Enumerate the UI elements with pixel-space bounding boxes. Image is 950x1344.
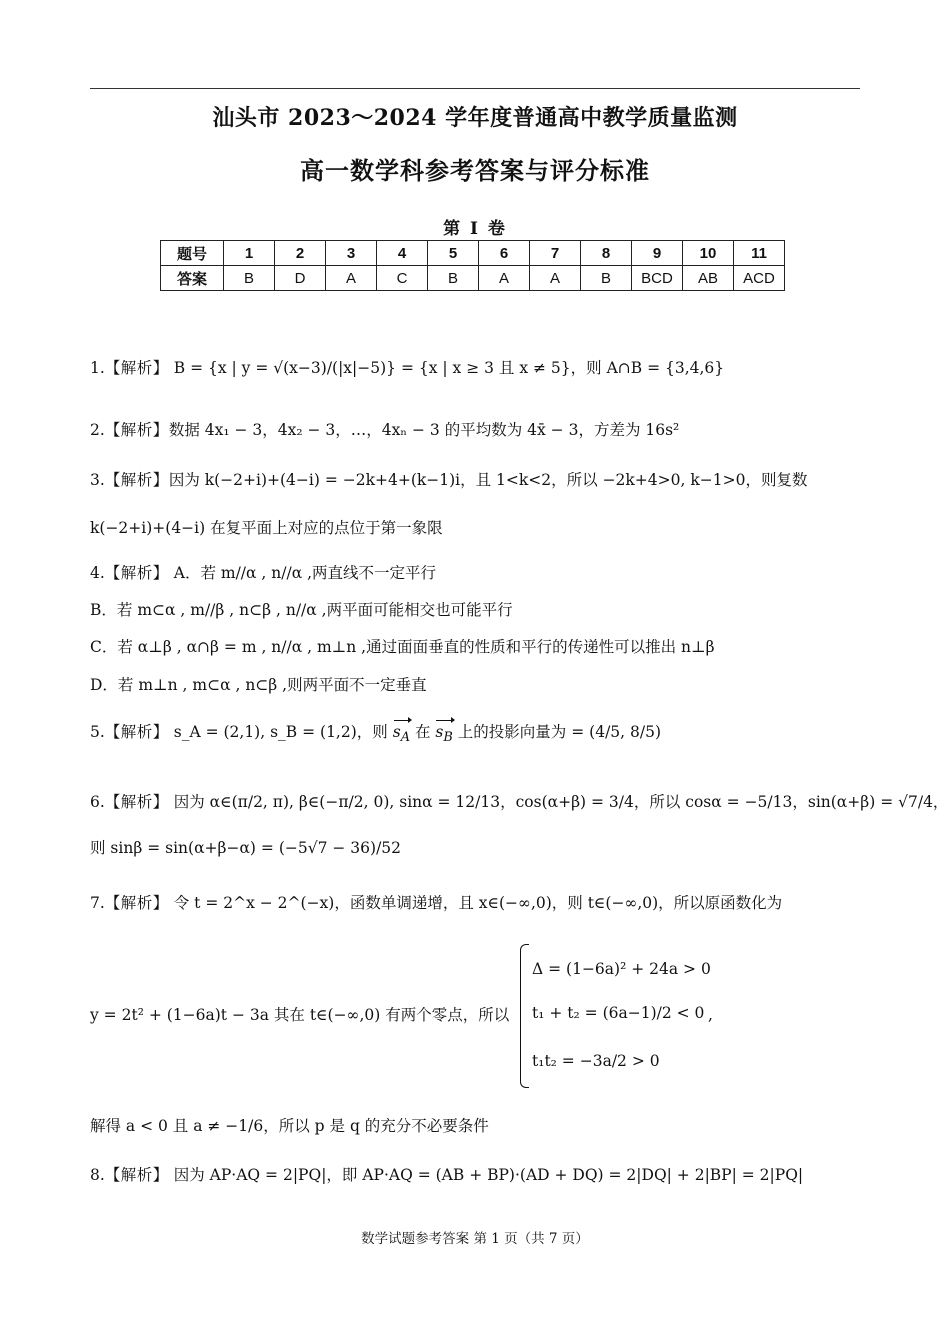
solution-text: 令 t = 2^x − 2^(−x)，函数单调递增，且 x∈(−∞,0)，则 t∈(−∞,0)，所以原函数化为 — [173, 894, 783, 912]
question-number: 11 — [734, 241, 785, 266]
comma: , — [708, 1006, 713, 1024]
answer-cell: B — [224, 266, 275, 291]
solution-number: 8. — [90, 1166, 105, 1184]
solution-number: 5. — [90, 723, 105, 741]
solution-6-continued: 则 sinβ = sin(α+β−α) = (−5√7 − 36)/52 — [90, 839, 402, 857]
answer-row — [161, 266, 785, 291]
option-a-analysis: A．若 m//α , n//α ,两直线不一定平行 — [173, 564, 437, 582]
solution-text: 因为 AP·AQ = 2|PQ|，即 AP·AQ = (AB + BP)·(AD + DQ) = 2|DQ| + 2|BP| = 2|PQ| — [173, 1166, 804, 1184]
answer-table — [160, 240, 785, 291]
answer-cell: C — [377, 266, 428, 291]
system-equation: t₁ + t₂ = (6a−1)/2 < 0 — [532, 1004, 705, 1022]
document-title: 汕头市 2023～2024 学年度普通高中教学质量监测 — [212, 105, 738, 131]
vector-sa: $s_A$ — [393, 722, 410, 748]
question-number: 3 — [326, 241, 377, 266]
answer-cell: A — [479, 266, 530, 291]
left-brace — [520, 944, 529, 1088]
solution-number: 6. — [90, 793, 105, 811]
solution-number: 7. — [90, 894, 105, 912]
system-equation: Δ = (1−6a)² + 24a > 0 — [532, 960, 711, 978]
solution-number: 4. — [90, 564, 105, 582]
solution-4 — [90, 563, 436, 583]
question-number-row — [161, 241, 785, 266]
solution-text: 数据 4x₁ − 3，4x₂ − 3，…，4xₙ − 3 的平均数为 4x̄ − 3，方差为 16s² — [168, 421, 680, 439]
solution-tag: 【解析】 — [104, 359, 169, 377]
question-number: 8 — [581, 241, 632, 266]
equation-system — [520, 944, 720, 1092]
answer-cell: B — [581, 266, 632, 291]
solution-tag: 【解析】 — [104, 723, 169, 741]
solution-text: s_A = (2,1), s_B = (1,2)，则 — [173, 723, 388, 741]
answer-cell: D — [275, 266, 326, 291]
row-label-answer: 答案 — [161, 266, 224, 291]
option-b-analysis: B．若 m⊂α , m//β , n⊂β , n//α ,两平面可能相交也可能平行 — [90, 601, 513, 619]
solution-text: = (4/5, 8/5) — [571, 723, 662, 741]
answer-cell: ACD — [734, 266, 785, 291]
answer-cell: BCD — [632, 266, 683, 291]
question-number: 5 — [428, 241, 479, 266]
option-d-analysis: D．若 m⊥n , m⊂α , n⊂β ,则两平面不一定垂直 — [90, 676, 427, 694]
question-number: 7 — [530, 241, 581, 266]
question-number: 6 — [479, 241, 530, 266]
solution-tag: 【解析】 — [104, 471, 169, 489]
solution-text: B = {x | y = √(x−3)/(|x|−5)} = {x | x ≥ 3 且 x ≠ 5}，则 A∩B = {3,4,6} — [173, 359, 725, 377]
question-number: 2 — [275, 241, 326, 266]
answer-cell: A — [326, 266, 377, 291]
solution-8 — [90, 1165, 803, 1185]
solution-tag: 【解析】 — [104, 564, 169, 582]
page-footer: 数学试题参考答案 第 1 页（共 7 页） — [361, 1231, 589, 1247]
question-number: 1 — [224, 241, 275, 266]
question-number: 4 — [377, 241, 428, 266]
answer-cell: B — [428, 266, 479, 291]
solution-1 — [90, 358, 724, 378]
vector-sb: $s_B$ — [435, 722, 452, 748]
solution-text: 上的投影向量为 — [457, 723, 567, 741]
section-heading: 第 I 卷 — [443, 219, 507, 239]
solution-text: 在 — [414, 723, 431, 741]
solution-number: 1. — [90, 359, 105, 377]
solution-2 — [90, 420, 679, 440]
solution-tag: 【解析】 — [104, 1166, 169, 1184]
solution-3-continued: k(−2+i)+(4−i) 在复平面上对应的点位于第一象限 — [90, 519, 443, 537]
solution-number: 3. — [90, 471, 105, 489]
question-number: 9 — [632, 241, 683, 266]
row-label-question: 题号 — [161, 241, 224, 266]
solution-6 — [90, 792, 948, 812]
solution-text: 因为 k(−2+i)+(4−i) = −2k+4+(k−1)i，且 1<k<2，所以 −2k+4>0, k−1>0，则复数 — [168, 471, 808, 489]
answer-cell: AB — [683, 266, 734, 291]
answer-cell: A — [530, 266, 581, 291]
document-subtitle: 高一数学科参考答案与评分标准 — [300, 156, 650, 185]
solution-7 — [90, 893, 782, 913]
solution-7-function: y = 2t² + (1−6a)t − 3a 其在 t∈(−∞,0) 有两个零点，所以 — [90, 1006, 510, 1024]
solution-3 — [90, 470, 807, 490]
question-number: 10 — [683, 241, 734, 266]
solution-number: 2. — [90, 421, 105, 439]
solution-text: 因为 α∈(π/2, π), β∈(−π/2, 0), sinα = 12/13，cos(α+β) = 3/4，所以 cosα = −5/13，sin(α+β) = √7/4， — [173, 793, 949, 811]
option-c-analysis: C．若 α⊥β , α∩β = m , n//α , m⊥n ,通过面面垂直的性质和平行的传递性可以推出 n⊥β — [90, 638, 715, 656]
solution-7-conclusion: 解得 a < 0 且 a ≠ −1/6，所以 p 是 q 的充分不必要条件 — [90, 1117, 489, 1135]
solution-tag: 【解析】 — [104, 793, 169, 811]
top-rule — [90, 88, 860, 89]
system-equation: t₁t₂ = −3a/2 > 0 — [532, 1052, 660, 1070]
solution-5 — [90, 722, 661, 748]
solution-tag: 【解析】 — [104, 421, 169, 439]
solution-tag: 【解析】 — [104, 894, 169, 912]
